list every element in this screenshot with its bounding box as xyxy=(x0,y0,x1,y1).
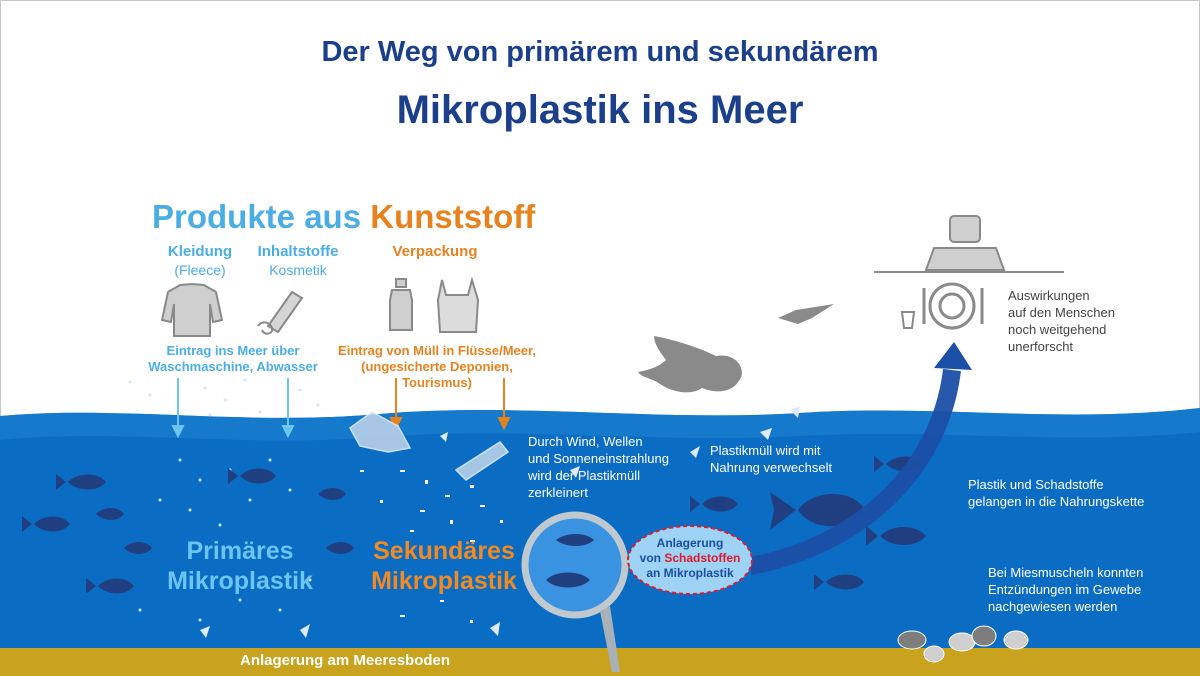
miesmuscheln-line-2: Entzündungen im Gewebe xyxy=(988,582,1142,597)
inhaltsstoffe-sub: Kosmetik xyxy=(269,262,327,278)
plastic-bag-icon xyxy=(438,280,478,332)
eintrag-primary-line-1: Eintrag ins Meer über xyxy=(166,343,300,358)
kleidung-label: Kleidung xyxy=(167,243,233,260)
eintrag-secondary-note xyxy=(328,343,546,391)
verpackung-label: Verpackung xyxy=(392,243,478,260)
badge-line-2 xyxy=(628,551,752,566)
title-line-1: Der Weg von primärem und sekundärem xyxy=(321,36,879,68)
person-icon xyxy=(926,216,1004,270)
nahrungskette-note xyxy=(968,476,1178,510)
seagull-icon xyxy=(778,304,834,324)
auswirkungen-line-1: Auswirkungen xyxy=(1008,288,1090,303)
miesmuscheln-note xyxy=(988,564,1178,615)
badge-pollutants-highlight: Schadstoffen xyxy=(664,551,741,565)
secondary-label-line-1: Sekundäres xyxy=(373,537,515,565)
zerkleinert-line-3: wird der Plastikmüll xyxy=(528,468,640,483)
nahrungskette-line-2: gelangen in die Nahrungskette xyxy=(968,494,1145,509)
verwechselt-line-2: Nahrung verwechselt xyxy=(710,460,833,475)
secondary-microplastic-label xyxy=(354,536,534,596)
badge-line-3: an Mikroplastik xyxy=(646,566,734,580)
primary-microplastic-label xyxy=(150,536,330,596)
miesmuscheln-line-3: nachgewiesen werden xyxy=(988,599,1118,614)
secondary-label-line-2: Mikroplastik xyxy=(371,567,517,595)
kleidung-sub: (Fleece) xyxy=(174,262,226,278)
verwechselt-note xyxy=(710,442,860,476)
eintrag-primary-line-2: Waschmaschine, Abwasser xyxy=(148,359,318,374)
inhaltsstoffe-label: Inhaltstoffe xyxy=(257,243,339,260)
bottle-icon xyxy=(390,279,412,330)
auswirkungen-line-3: noch weitgehend xyxy=(1008,322,1107,337)
verwechselt-line-1: Plastikmüll wird mit xyxy=(710,443,821,458)
zerkleinert-line-1: Durch Wind, Wellen xyxy=(528,434,643,449)
glass-icon xyxy=(902,312,914,328)
zerkleinert-note xyxy=(528,433,688,501)
nahrungskette-line-1: Plastik und Schadstoffe xyxy=(968,477,1104,492)
plate-icon xyxy=(930,284,974,328)
sea-floor xyxy=(0,648,1200,676)
title-line-2: Mikroplastik ins Meer xyxy=(396,88,804,132)
badge-line-2-prefix: von xyxy=(639,551,665,565)
auswirkungen-note xyxy=(1008,287,1148,355)
eintrag-primary-note xyxy=(148,343,318,375)
fleece-icon xyxy=(162,284,222,336)
meeresboden-label: Anlagerung am Meeresboden xyxy=(240,652,451,669)
miesmuscheln-line-1: Bei Miesmuscheln konnten xyxy=(988,565,1144,580)
products-heading xyxy=(152,198,535,236)
eintrag-secondary-line-1: Eintrag von Müll in Flüsse/Meer, xyxy=(338,343,536,358)
eintrag-secondary-line-2: (ungesicherte Deponien, Tourismus) xyxy=(361,359,513,390)
products-heading-part1: Produkte aus xyxy=(152,198,362,235)
zerkleinert-line-2: und Sonneneinstrahlung xyxy=(528,451,669,466)
turtle-icon xyxy=(638,336,742,392)
primary-label-line-1: Primäres xyxy=(186,537,294,565)
food-chain-arrowhead xyxy=(934,342,972,370)
pollutant-badge xyxy=(628,536,752,581)
products-heading-part2: Kunststoff xyxy=(370,198,536,235)
primary-label-line-2: Mikroplastik xyxy=(167,567,313,595)
auswirkungen-line-2: auf den Menschen xyxy=(1008,305,1115,320)
zerkleinert-line-4: zerkleinert xyxy=(528,485,588,500)
auswirkungen-line-4: unerforscht xyxy=(1008,339,1074,354)
cosmetics-tube-icon xyxy=(258,292,302,334)
badge-line-1: Anlagerung xyxy=(656,536,724,550)
